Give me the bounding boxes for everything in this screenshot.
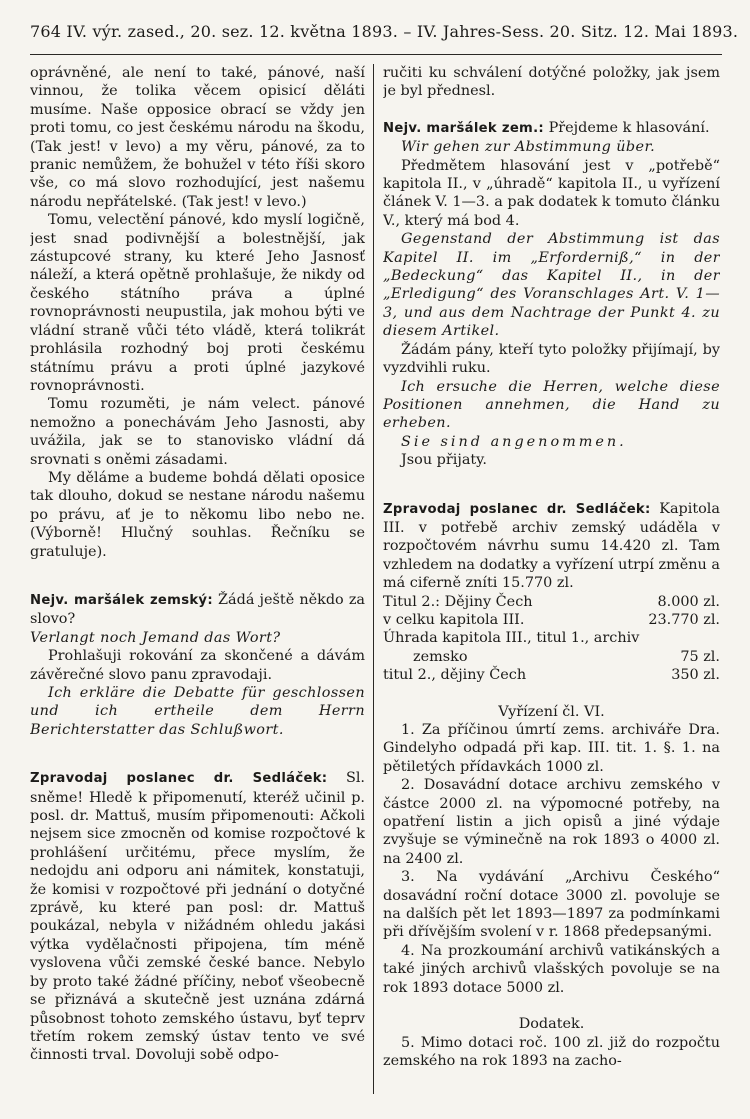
paragraph: Tomu rozuměti, je nám velect. pánové nemožno a ponechávám Jeho Jasnosti, aby uvážila, jak se to stanovisko vládní dá srovnati s oněmi zásadami. [30,396,365,468]
german-translation: Ich ersuche die Herren, welche diese Positionen annehmen, die Hand zu erheben. [383,378,720,432]
speech-text: Přejdeme k hlasování. [548,119,710,136]
german-translation: Sie sind angenommen. [401,433,627,450]
budget-value: 8.000 zl. [657,593,720,610]
section-title: Vyřízení čl. VI. [498,703,605,720]
budget-line [383,666,720,684]
paragraph: 4. Na prozkoumání archivů vatikánských a také jiných archivů vlašských povoluje se na rok 1893 dotace 5000 zl. [383,942,720,996]
speech-text: Kapitola III. v potřebě archiv zemský udáděla v rozpočtovém návrhu sumu 14.420 zl. Tam vzhledem na dodatky a vyřízení utrpí změnu a má ciferně zníti 15.770 zl. [383,500,720,592]
budget-label: titul 2., dějiny Čech [383,667,527,684]
paragraph: Úhrada kapitola III., titul 1., archiv [383,630,640,647]
paragraph: 3. Na vydávání „Archivu Českého“ dosavádní roční dotace 3000 zl. povoluje se na dalších pět let 1893—1897 za podmínkami při dřívějším svolení v r. 1868 předepsanými. [383,869,720,941]
paragraph: 5. Mimo dotaci roč. 100 zl. již do rozpočtu zemského na rok 1893 na zacho- [383,1034,720,1069]
speaker-name: Zpravodaj poslanec dr. Sedláček: [30,771,328,787]
page-header: 764 IV. výr. zased., 20. sez. 12. května 1893. – IV. Jahres-Sess. 20. Sitz. 12. Mai 1893. [30,22,739,41]
budget-line [383,593,720,611]
budget-value: 350 zl. [671,667,720,684]
paragraph: Prohlašuji rokování za skončené a dávám závěrečné slovo panu zpravodaji. [30,648,365,683]
speech [30,591,365,629]
paragraph: ručiti ku schválení dotýčné položky, jak jsem je byl přednesl. [383,65,720,100]
budget-line [383,648,720,666]
speech-text: Žádá ještě někdo za slovo? [30,591,365,628]
budget-label: Titul 2.: Dějiny Čech [383,593,533,610]
budget-value: 75 zl. [680,648,720,665]
speaker-name: Nejv. maršálek zem.: [383,120,544,136]
speech-text: Sl. sněme! Hledě k připomenutí, kteréž učinil p. posl. dr. Mattuš, musím připomenouti: Ačkoli nejsem sice zmocněn od komise rozpočtové k prohlášení určitému, přece myslím, že nedojdu ani odporu ani námitek, konstatuji, že komisi v rozpočtové při jednání o dotyčné zprávě, ku které pan posl: dr. Mattuš poukázal, nebyla v nižádném ohledu jakási výtka vydělačnosti připojena, tím méně vyslovena vůči zemské české bance. Nebylo by proto také žádné příčiny, neboť všeobecně se přiznává a skutečně jest uznána zdárná působnost tohoto zemského ústavu, byť teprv třetím rokem zemský ústav tento ve své činnosti trval. Dovoluji sobě odpo- [30,770,365,1064]
column-divider [373,64,374,1094]
budget-line [383,611,720,629]
speech [383,119,720,138]
paragraph: Tomu, velectění pánové, kdo myslí logičně, jest snad podivnější a bolestnější, jak zástupcové strany, ku které Jeho Jasnosť náleží, a která opětně prohlašuje, že nikdy od českého státního práva a úplné rovnoprávnosti neupustila, jak mohou býti ve vládní straně vůči této vládě, která tolikrát prohlásila rozhodný boj proti českému státnímu právu a proti úplné jazykové rovnoprávnosti. [30,212,365,394]
german-translation: Gegenstand der Abstimmung ist das Kapitel II. im „Erforderniß,“ in der „Bedeckung“ das Kapitel II., in der „Erledigung“ des Voranschlages Art. V. 1—3, und aus dem Nachtrage der Punkt 4. zu diesem Artikel. [383,231,720,340]
paragraph: oprávněné, ale není to také, pánové, naší vinnou, že tolika věcem opisicí děláti musíme. Naše opposice obrací se vždy jen proti tomu, co jest českému národu na škodu, (Tak jest! v levo) a my věru, pánové, za to pranic nemůžem, že bohužel v této říši skoro vše, co má slovo rozhodující, jest našemu národu nepřátelské. (Tak jest! v levo.) [30,65,365,210]
budget-label: zemsko [413,648,468,665]
speaker-name: Zpravodaj poslanec dr. Sedláček: [383,501,651,517]
paragraph: Jsou přijaty. [401,452,487,469]
paragraph: My děláme a budeme bohdá dělati oposice tak dlouho, dokud se nestane národu našemu po právu, ať je to někomu libo nebo ne. (Výborně! Hlučný souhlas. Řečníku se gratuluje). [30,469,365,560]
section-title: Dodatek. [518,1016,585,1033]
speaker-name: Nejv. maršálek zemský: [30,592,213,608]
header-rule [30,54,722,55]
left-column [30,64,365,1099]
speech [383,500,720,593]
german-translation: Ich erkläre die Debatte für geschlossen und ich ertheile dem Herrn Berichterstatter das Schlußwort. [30,685,365,738]
german-translation: Verlangt noch Jemand das Wort? [30,629,281,646]
budget-label: v celku kapitola III. [383,611,525,628]
german-translation: Wir gehen zur Abstimmung über. [401,139,656,156]
paragraph: 2. Dosavádní dotace archivu zemského v částce 2000 zl. na výpomocné potřeby, na opatření listin a jich opisů a jiné výdaje zvyšuje se výminečně na rok 1893 o 4000 zl. na 2400 zl. [383,777,720,867]
speech [30,769,365,1065]
right-column [383,64,720,1099]
paragraph: Předmětem hlasování jest v „potřebě“ kapitola II., v „úhradě“ kapitola II., u vyřízení článek V. 1—3. a pak dodatek k tomuto článku V., který má bod 4. [383,157,720,229]
paragraph: Žádám pány, kteří tyto položky přijímají, by vyzdvihli ruku. [383,341,720,377]
budget-value: 23.770 zl. [648,611,720,628]
paragraph: 1. Za příčinou úmrtí zems. archiváře Dra. Gindelyho odpadá při kap. III. tit. 1. §. 1. na pětiletých přídavkách 1000 zl. [383,722,720,775]
